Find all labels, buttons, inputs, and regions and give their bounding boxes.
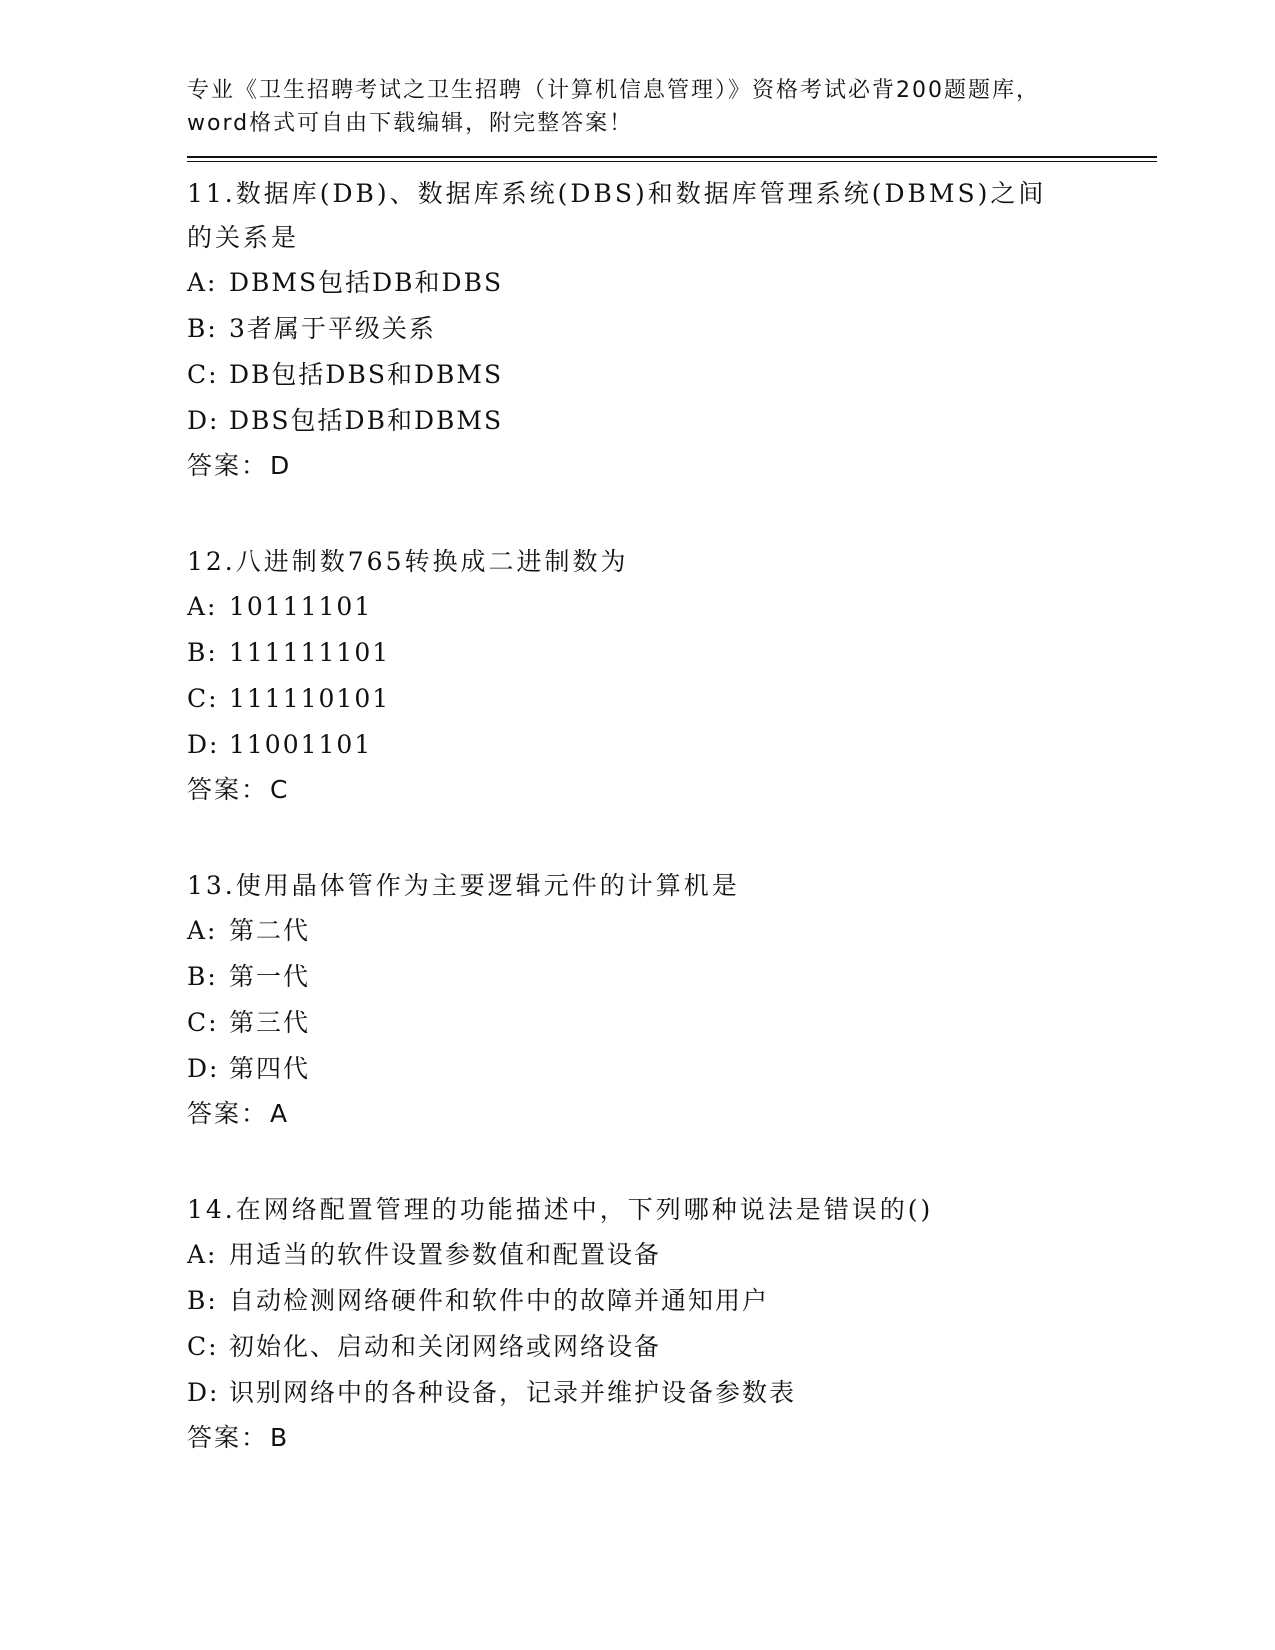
question-spacer — [187, 1136, 1157, 1178]
option-letter: A: — [187, 1240, 218, 1269]
option-text: DBS包括DB和DBMS — [229, 406, 504, 435]
question-block — [187, 172, 1157, 488]
question-list — [187, 172, 1157, 1460]
option-text: 第三代 — [229, 1008, 311, 1037]
option-letter: D: — [187, 730, 220, 759]
option-letter: B: — [187, 962, 218, 991]
option-letter: B: — [187, 314, 218, 343]
answer-option — [187, 908, 1157, 954]
answer-option — [187, 954, 1157, 1000]
divider-thick — [187, 156, 1157, 158]
option-letter: C: — [187, 1008, 219, 1037]
header-divider — [187, 156, 1157, 162]
question-spacer — [187, 488, 1157, 530]
answer-option — [187, 1278, 1157, 1324]
option-letter: A: — [187, 592, 218, 621]
answer-option — [187, 1046, 1157, 1092]
option-text: 10111101 — [229, 592, 373, 621]
answer-line — [187, 444, 1157, 488]
question-stem: 13.使用晶体管作为主要逻辑元件的计算机是 — [187, 871, 740, 900]
option-letter: B: — [187, 1286, 218, 1315]
question-spacer — [187, 812, 1157, 854]
option-text: 11001101 — [229, 730, 373, 759]
option-text: 111111101 — [229, 638, 391, 667]
option-letter: C: — [187, 360, 219, 389]
question-stem: 11.数据库(DB)、数据库系统(DBS)和数据库管理系统(DBMS)之间的关系是 — [187, 179, 1047, 252]
option-letter: A: — [187, 268, 218, 297]
answer-option — [187, 1000, 1157, 1046]
option-text: 第四代 — [229, 1054, 311, 1083]
question-block — [187, 1188, 1157, 1460]
option-text: 第一代 — [229, 962, 311, 991]
answer-value: D — [270, 451, 292, 480]
option-text: 第二代 — [229, 916, 311, 945]
option-letter: D: — [187, 1378, 220, 1407]
option-text: 3者属于平级关系 — [229, 314, 436, 343]
answer-option — [187, 1232, 1157, 1278]
option-text: 111110101 — [229, 684, 391, 713]
answer-value: A — [270, 1099, 290, 1128]
option-letter: C: — [187, 1332, 219, 1361]
answer-option — [187, 398, 1157, 444]
answer-value: B — [270, 1423, 290, 1452]
question-stem: 14.在网络配置管理的功能描述中，下列哪种说法是错误的() — [187, 1195, 934, 1224]
answer-line — [187, 1416, 1157, 1460]
answer-option — [187, 352, 1157, 398]
option-text: 自动检测网络硬件和软件中的故障并通知用户 — [229, 1286, 770, 1315]
answer-option — [187, 630, 1157, 676]
option-text: DBMS包括DB和DBS — [229, 268, 504, 297]
answer-option — [187, 1370, 1157, 1416]
option-text: 识别网络中的各种设备，记录并维护设备参数表 — [229, 1378, 797, 1407]
answer-line — [187, 768, 1157, 812]
answer-value: C — [270, 775, 290, 804]
header-line-2: word格式可自由下载编辑，附完整答案！ — [187, 111, 634, 136]
document-header — [187, 74, 1157, 140]
answer-option — [187, 584, 1157, 630]
answer-option — [187, 676, 1157, 722]
header-line-1: 专业《卫生招聘考试之卫生招聘（计算机信息管理）》资格考试必背200题题库， — [187, 78, 1040, 103]
divider-thin — [187, 161, 1157, 162]
option-letter: B: — [187, 638, 218, 667]
answer-option — [187, 306, 1157, 352]
answer-label: 答案： — [187, 775, 269, 804]
answer-option — [187, 260, 1157, 306]
answer-label: 答案： — [187, 1099, 269, 1128]
answer-label: 答案： — [187, 1423, 269, 1452]
answer-label: 答案： — [187, 451, 269, 480]
document-page — [187, 74, 1157, 1460]
answer-option — [187, 722, 1157, 768]
question-stem: 12.八进制数765转换成二进制数为 — [187, 547, 629, 576]
option-letter: D: — [187, 406, 220, 435]
option-text: DB包括DBS和DBMS — [229, 360, 504, 389]
option-letter: D: — [187, 1054, 220, 1083]
answer-option — [187, 1324, 1157, 1370]
question-block — [187, 540, 1157, 812]
option-letter: A: — [187, 916, 218, 945]
option-text: 初始化、启动和关闭网络或网络设备 — [229, 1332, 662, 1361]
question-block — [187, 864, 1157, 1136]
answer-line — [187, 1092, 1157, 1136]
option-letter: C: — [187, 684, 219, 713]
option-text: 用适当的软件设置参数值和配置设备 — [229, 1240, 662, 1269]
